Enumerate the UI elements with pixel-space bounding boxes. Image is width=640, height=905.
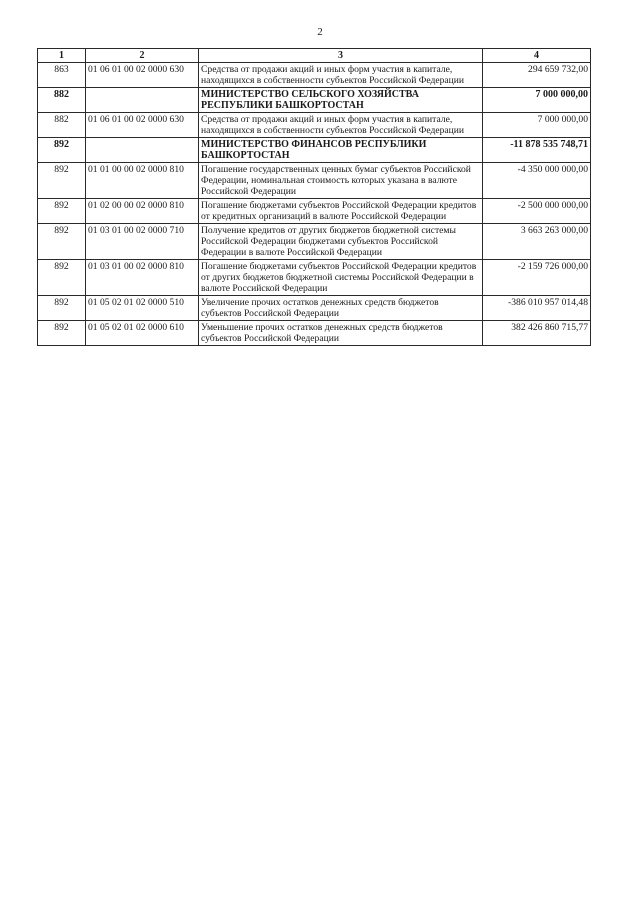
- table-row: [38, 260, 591, 296]
- table-row: [38, 199, 591, 224]
- row-name-cell: Погашение бюджетами субъектов Российской Федерации кредитов от кредитных организаций в валюте Российской Федерации: [199, 199, 483, 224]
- table-row: [38, 163, 591, 199]
- row-name-cell: Средства от продажи акций и иных форм участия в капитале, находящихся в собственности субъектов Российской Федерации: [199, 113, 483, 138]
- table-row: [38, 138, 591, 163]
- row-code-cell: 892: [38, 296, 86, 321]
- row-amount-cell: -4 350 000 000,00: [483, 163, 591, 199]
- row-kbk-cell: 01 05 02 01 02 0000 610: [86, 321, 199, 346]
- table-row: [38, 224, 591, 260]
- row-amount-cell: -386 010 957 014,48: [483, 296, 591, 321]
- budget-table: [37, 48, 591, 346]
- row-kbk-cell: 01 01 00 00 02 0000 810: [86, 163, 199, 199]
- header-row: [38, 49, 591, 63]
- row-amount-cell: 7 000 000,00: [483, 88, 591, 113]
- row-kbk-cell: 01 02 00 00 02 0000 810: [86, 199, 199, 224]
- row-name-cell: МИНИСТЕРСТВО СЕЛЬСКОГО ХОЗЯЙСТВА РЕСПУБЛИКИ БАШКОРТОСТАН: [199, 88, 483, 113]
- row-amount-cell: 294 659 732,00: [483, 63, 591, 88]
- row-code-cell: 892: [38, 163, 86, 199]
- row-name-cell: Уменьшение прочих остатков денежных средств бюджетов субъектов Российской Федерации: [199, 321, 483, 346]
- row-code-cell: 863: [38, 63, 86, 88]
- row-name-cell: Средства от продажи акций и иных форм участия в капитале, находящихся в собственности субъектов Российской Федерации: [199, 63, 483, 88]
- row-code-cell: 892: [38, 260, 86, 296]
- column-header-4: 4: [483, 49, 591, 63]
- column-header-3: 3: [199, 49, 483, 63]
- row-name-cell: Увеличение прочих остатков денежных средств бюджетов субъектов Российской Федерации: [199, 296, 483, 321]
- row-kbk-cell: [86, 88, 199, 113]
- row-code-cell: 892: [38, 224, 86, 260]
- row-name-cell: Погашение бюджетами субъектов Российской Федерации кредитов от других бюджетов бюджетной системы Российской Федерации в валюте Российской Федерации: [199, 260, 483, 296]
- column-header-2: 2: [86, 49, 199, 63]
- row-code-cell: 892: [38, 138, 86, 163]
- row-amount-cell: 3 663 263 000,00: [483, 224, 591, 260]
- table-header: [38, 49, 591, 63]
- row-kbk-cell: 01 05 02 01 02 0000 510: [86, 296, 199, 321]
- table-row: [38, 321, 591, 346]
- row-kbk-cell: [86, 138, 199, 163]
- table-row: [38, 296, 591, 321]
- row-code-cell: 882: [38, 88, 86, 113]
- table-body: [38, 63, 591, 346]
- row-code-cell: 882: [38, 113, 86, 138]
- row-amount-cell: -11 878 535 748,71: [483, 138, 591, 163]
- table-row: [38, 88, 591, 113]
- row-name-cell: Получение кредитов от других бюджетов бюджетной системы Российской Федерации бюджетами субъектов Российской Федерации в валюте Российской Федерации: [199, 224, 483, 260]
- row-code-cell: 892: [38, 199, 86, 224]
- row-kbk-cell: 01 06 01 00 02 0000 630: [86, 63, 199, 88]
- table-row: [38, 113, 591, 138]
- row-amount-cell: -2 159 726 000,00: [483, 260, 591, 296]
- table-row: [38, 63, 591, 88]
- row-amount-cell: 7 000 000,00: [483, 113, 591, 138]
- row-kbk-cell: 01 06 01 00 02 0000 630: [86, 113, 199, 138]
- row-name-cell: Погашение государственных ценных бумаг субъектов Российской Федерации, номинальная стоимость которых указана в валюте Российской Федерации: [199, 163, 483, 199]
- column-header-1: 1: [38, 49, 86, 63]
- row-code-cell: 892: [38, 321, 86, 346]
- page-number: 2: [317, 26, 323, 38]
- row-amount-cell: -2 500 000 000,00: [483, 199, 591, 224]
- row-name-cell: МИНИСТЕРСТВО ФИНАНСОВ РЕСПУБЛИКИ БАШКОРТОСТАН: [199, 138, 483, 163]
- row-amount-cell: 382 426 860 715,77: [483, 321, 591, 346]
- row-kbk-cell: 01 03 01 00 02 0000 810: [86, 260, 199, 296]
- row-kbk-cell: 01 03 01 00 02 0000 710: [86, 224, 199, 260]
